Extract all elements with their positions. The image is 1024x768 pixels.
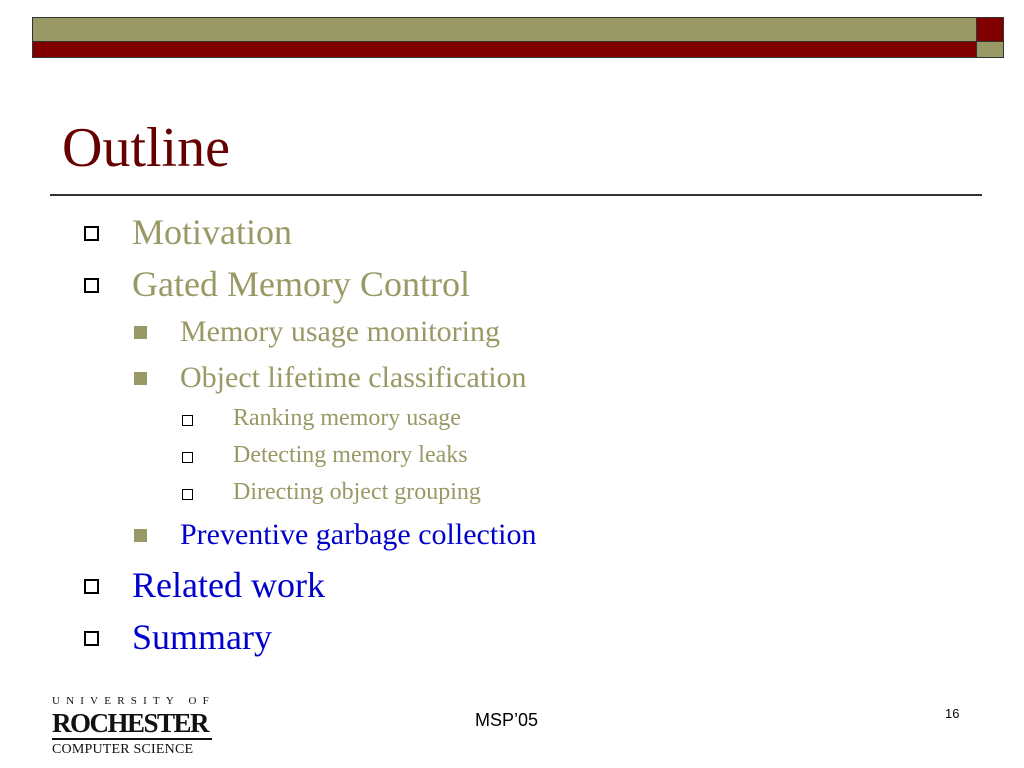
outline-item-label: Related work — [132, 565, 325, 605]
solid-square-bullet-icon — [134, 326, 147, 339]
slide-title: Outline — [62, 117, 230, 179]
header-corner-maroon — [977, 17, 1004, 42]
outline-item-label: Gated Memory Control — [132, 264, 470, 304]
hollow-square-bullet-icon — [84, 278, 99, 293]
hollow-square-bullet-icon — [182, 489, 193, 500]
hollow-square-bullet-icon — [84, 631, 99, 646]
outline-item-label: Memory usage monitoring — [180, 315, 500, 348]
header-corner-olive — [977, 42, 1004, 58]
footer-conference: MSP’05 — [475, 710, 539, 730]
solid-square-bullet-icon — [134, 372, 147, 385]
header-banner-maroon — [32, 42, 977, 58]
title-divider — [50, 194, 982, 196]
outline-item-label: Directing object grouping — [233, 479, 481, 505]
solid-square-bullet-icon — [134, 529, 147, 542]
outline-item-label: Ranking memory usage — [233, 405, 461, 431]
logo-line-rochester: ROCHESTER — [52, 708, 212, 740]
logo-line-computer-science: COMPUTER SCIENCE — [52, 742, 194, 757]
hollow-square-bullet-icon — [182, 415, 193, 426]
hollow-square-bullet-icon — [84, 579, 99, 594]
outline-item-label: Detecting memory leaks — [233, 442, 468, 468]
outline-item-label: Summary — [132, 617, 272, 657]
header-banner-olive — [32, 17, 977, 42]
outline-item-label: Preventive garbage collection — [180, 518, 537, 551]
logo-line-university: UNIVERSITY OF — [52, 695, 215, 707]
outline-item-label: Motivation — [132, 212, 292, 252]
page-number: 16 — [945, 706, 960, 721]
outline-item-label: Object lifetime classification — [180, 361, 527, 394]
university-logo — [52, 694, 217, 760]
hollow-square-bullet-icon — [182, 452, 193, 463]
hollow-square-bullet-icon — [84, 226, 99, 241]
